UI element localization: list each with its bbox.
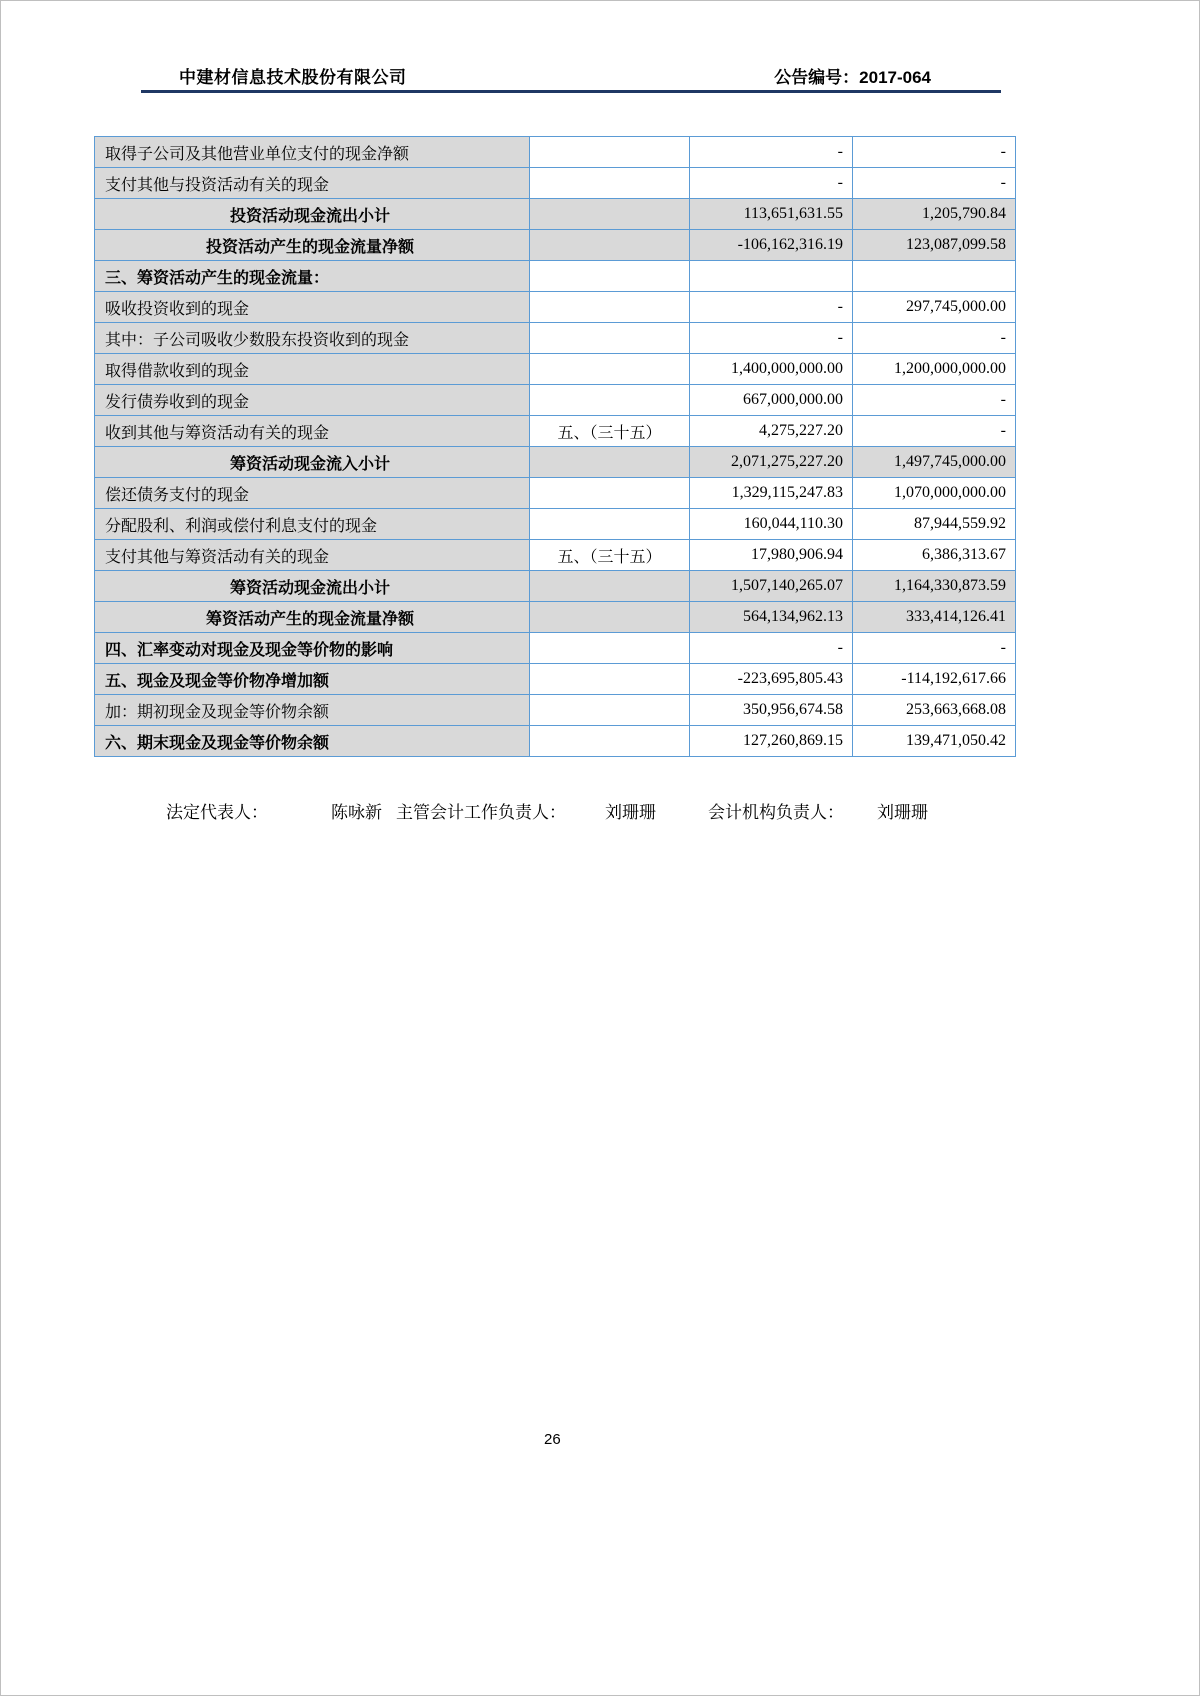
row-prior: 1,070,000,000.00	[853, 478, 1016, 509]
row-label: 偿还债务支付的现金	[95, 478, 530, 509]
row-note	[530, 509, 690, 540]
row-note	[530, 478, 690, 509]
row-note	[530, 137, 690, 168]
legal-rep-label: 法定代表人：	[166, 803, 268, 822]
table-row	[95, 230, 1016, 261]
cash-flow-table	[94, 136, 1016, 757]
row-current: 1,507,140,265.07	[690, 571, 853, 602]
row-label: 收到其他与筹资活动有关的现金	[95, 416, 530, 447]
row-prior: -	[853, 168, 1016, 199]
row-note	[530, 664, 690, 695]
row-note	[530, 261, 690, 292]
signature-line	[1, 798, 1200, 822]
row-current	[690, 261, 853, 292]
row-current: -	[690, 292, 853, 323]
table-row	[95, 447, 1016, 478]
row-prior: 123,087,099.58	[853, 230, 1016, 261]
table-row	[95, 323, 1016, 354]
row-current: 2,071,275,227.20	[690, 447, 853, 478]
row-label: 发行债券收到的现金	[95, 385, 530, 416]
table-row	[95, 416, 1016, 447]
row-prior: -	[853, 323, 1016, 354]
row-prior: -	[853, 137, 1016, 168]
row-prior: -	[853, 385, 1016, 416]
row-current: 4,275,227.20	[690, 416, 853, 447]
row-label: 筹资活动产生的现金流量净额	[95, 602, 530, 633]
row-current: -	[690, 168, 853, 199]
table-row	[95, 478, 1016, 509]
row-prior: -	[853, 416, 1016, 447]
row-current: 160,044,110.30	[690, 509, 853, 540]
row-note	[530, 602, 690, 633]
row-label: 取得子公司及其他营业单位支付的现金净额	[95, 137, 530, 168]
row-label: 支付其他与筹资活动有关的现金	[95, 540, 530, 571]
table-row	[95, 137, 1016, 168]
row-label: 五、现金及现金等价物净增加额	[95, 664, 530, 695]
row-note	[530, 168, 690, 199]
row-prior: 253,663,668.08	[853, 695, 1016, 726]
row-note	[530, 726, 690, 757]
table-row	[95, 726, 1016, 757]
row-label: 加：期初现金及现金等价物余额	[95, 695, 530, 726]
row-current: 667,000,000.00	[690, 385, 853, 416]
row-prior: 1,200,000,000.00	[853, 354, 1016, 385]
row-label: 吸收投资收到的现金	[95, 292, 530, 323]
row-label: 筹资活动现金流出小计	[95, 571, 530, 602]
row-prior: 6,386,313.67	[853, 540, 1016, 571]
row-label: 分配股利、利润或偿付利息支付的现金	[95, 509, 530, 540]
row-note	[530, 385, 690, 416]
row-label: 其中：子公司吸收少数股东投资收到的现金	[95, 323, 530, 354]
table-row	[95, 168, 1016, 199]
row-note	[530, 447, 690, 478]
row-note	[530, 292, 690, 323]
row-label: 投资活动现金流出小计	[95, 199, 530, 230]
row-note	[530, 354, 690, 385]
accounting-dept-label: 会计机构负责人：	[708, 803, 844, 822]
row-prior: 1,205,790.84	[853, 199, 1016, 230]
legal-rep-name: 陈咏新	[331, 803, 382, 822]
row-note	[530, 695, 690, 726]
row-current: 113,651,631.55	[690, 199, 853, 230]
chief-accountant-name: 刘珊珊	[605, 803, 656, 822]
row-note: 五、（三十五）	[530, 540, 690, 571]
row-note	[530, 323, 690, 354]
row-note	[530, 199, 690, 230]
row-prior: 1,497,745,000.00	[853, 447, 1016, 478]
table-row	[95, 261, 1016, 292]
table-row	[95, 695, 1016, 726]
header-divider	[141, 90, 1001, 93]
row-current: -106,162,316.19	[690, 230, 853, 261]
row-label: 六、期末现金及现金等价物余额	[95, 726, 530, 757]
row-label: 支付其他与投资活动有关的现金	[95, 168, 530, 199]
row-current: -	[690, 323, 853, 354]
row-label: 筹资活动现金流入小计	[95, 447, 530, 478]
row-prior: 87,944,559.92	[853, 509, 1016, 540]
table-row	[95, 664, 1016, 695]
table-row	[95, 571, 1016, 602]
table-row	[95, 633, 1016, 664]
row-prior: 1,164,330,873.59	[853, 571, 1016, 602]
row-current: 564,134,962.13	[690, 602, 853, 633]
row-current: -	[690, 137, 853, 168]
table-row	[95, 385, 1016, 416]
page-number: 26	[544, 1431, 561, 1448]
accounting-dept-name: 刘珊珊	[877, 803, 928, 822]
row-prior: -114,192,617.66	[853, 664, 1016, 695]
row-prior: 297,745,000.00	[853, 292, 1016, 323]
row-current: 1,329,115,247.83	[690, 478, 853, 509]
row-current: 127,260,869.15	[690, 726, 853, 757]
row-label: 三、筹资活动产生的现金流量：	[95, 261, 530, 292]
table-row	[95, 602, 1016, 633]
row-note	[530, 230, 690, 261]
row-current: 350,956,674.58	[690, 695, 853, 726]
row-current: 17,980,906.94	[690, 540, 853, 571]
row-prior: -	[853, 633, 1016, 664]
row-current: -	[690, 633, 853, 664]
row-prior	[853, 261, 1016, 292]
row-note	[530, 633, 690, 664]
table-row	[95, 199, 1016, 230]
row-current: 1,400,000,000.00	[690, 354, 853, 385]
notice-number: 公告编号：2017-064	[774, 68, 931, 87]
row-label: 取得借款收到的现金	[95, 354, 530, 385]
cash-flow-table-body	[95, 137, 1016, 757]
row-label: 投资活动产生的现金流量净额	[95, 230, 530, 261]
chief-accountant-label: 主管会计工作负责人：	[396, 803, 566, 822]
table-row	[95, 354, 1016, 385]
table-row	[95, 540, 1016, 571]
row-current: -223,695,805.43	[690, 664, 853, 695]
table-row	[95, 292, 1016, 323]
row-note	[530, 571, 690, 602]
row-label: 四、汇率变动对现金及现金等价物的影响	[95, 633, 530, 664]
company-name: 中建材信息技术股份有限公司	[179, 68, 407, 87]
row-prior: 139,471,050.42	[853, 726, 1016, 757]
row-note: 五、（三十五）	[530, 416, 690, 447]
table-row	[95, 509, 1016, 540]
row-prior: 333,414,126.41	[853, 602, 1016, 633]
